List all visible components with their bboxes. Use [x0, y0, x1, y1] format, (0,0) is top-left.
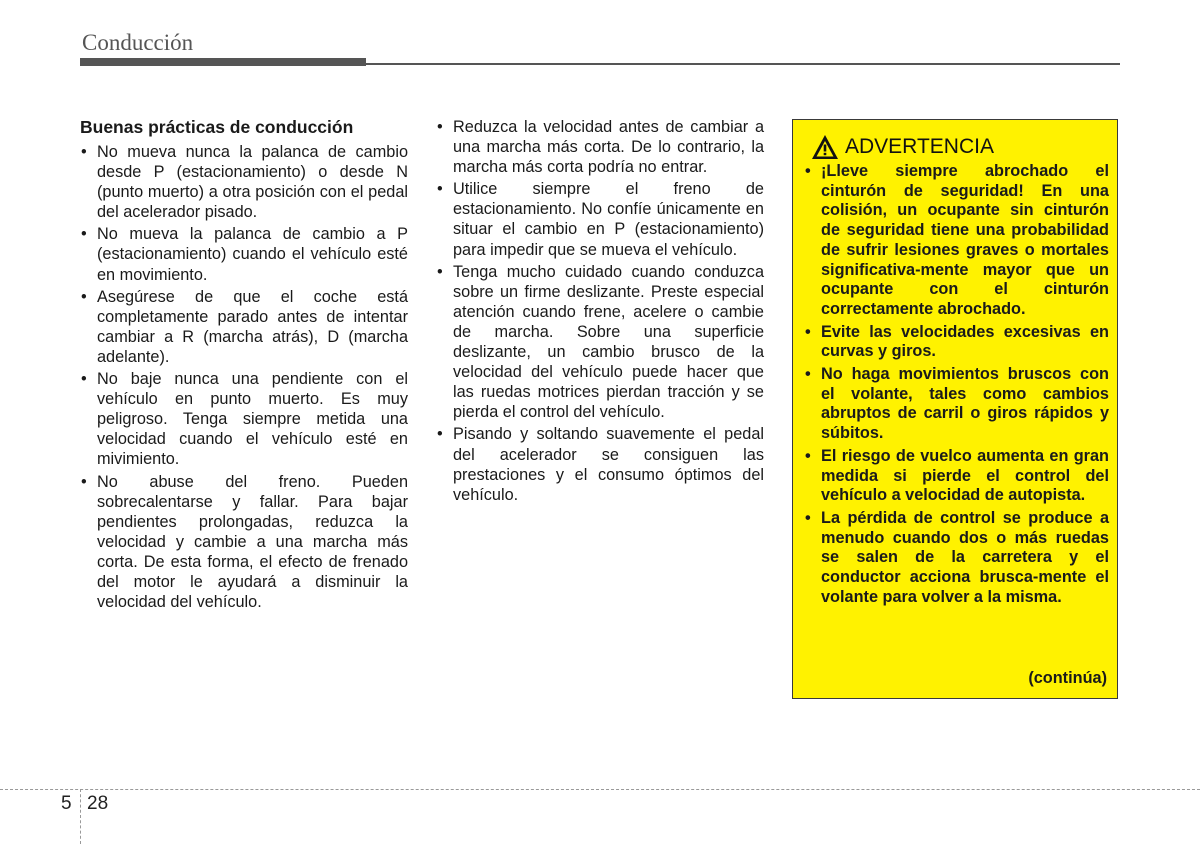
bullet: • [805, 322, 811, 341]
bullet: • [805, 365, 811, 384]
left-column [80, 116, 408, 614]
page-header-title: Conducción [82, 30, 194, 55]
good-practices-list [80, 142, 408, 612]
warning-box [792, 119, 1118, 699]
warning-list [805, 162, 1109, 610]
bullet: • [805, 446, 811, 465]
bullet: • [437, 425, 443, 444]
bullet: • [81, 370, 87, 389]
good-practices-list-continued [436, 117, 764, 505]
bullet: • [805, 162, 811, 180]
bullet: • [805, 508, 811, 527]
list-item: • Tenga mucho cuidado cuando conduzca sobre un firme deslizante. Preste especial atención cuando frene, acelere o cambie de marcha. Sobre una superficie deslizante, un cambio brusco de la velocidad del vehículo puede hacer que las ruedas motrices pierdan tracción y se pierda el control del vehículo. [437, 262, 764, 422]
list-item: • No baje nunca una pendiente con el vehículo en punto muerto. Es muy peligroso. Tenga siempre metida una velocidad cuando el vehículo esté en mivimiento. [81, 370, 408, 469]
chapter-number: 5 [61, 793, 72, 814]
page-number: 28 [87, 793, 109, 814]
list-item: • Utilice siempre el freno de estacionamiento. No confíe únicamente en situar el cambio en P (estacionamiento) para impedir que se mueva el vehículo. [437, 180, 764, 259]
header-rule-thin [366, 63, 1120, 65]
warning-item: • ¡Lleve siempre abrochado el cinturón de seguridad! En una colisión, un ocupante sin cinturón de seguridad tiene una probabilidad de sufrir lesiones graves o mortales significativa-mente mayor que un ocupante con el cinturón correctamente abrochado. [805, 162, 1109, 318]
list-item: • No abuse del freno. Pueden sobrecalentarse y fallar. Para bajar pendientes prolongadas, reduzca la velocidad y cambie a una marcha más corta. De esta forma, el efecto de frenado del motor le ayudará a disminuir la velocidad del vehículo. [81, 472, 408, 612]
section-title: Buenas prácticas de conducción [80, 117, 354, 137]
bullet: • [437, 180, 443, 199]
warning-title: ADVERTENCIA [845, 135, 994, 158]
continues-label: (continúa) [1028, 669, 1107, 687]
warning-header [811, 134, 994, 160]
list-item: • No mueva nunca la palanca de cambio desde P (estacionamiento) o desde N (punto muerto) a otra posición con el pedal del acelerador pisado. [81, 143, 408, 222]
warning-item: • El riesgo de vuelco aumenta en gran medida si pierde el control del vehículo a velocidad de autopista. [805, 446, 1109, 505]
footer-divider [0, 789, 1200, 790]
header-rule-thick [80, 58, 366, 66]
warning-item: • No haga movimientos bruscos con el volante, tales como cambios abruptos de carril o giros rápidos y súbitos. [805, 365, 1109, 443]
bullet: • [437, 262, 443, 281]
list-item: • Pisando y soltando suavemente el pedal del acelerador se consiguen las prestaciones y el consumo óptimos del vehículo. [437, 425, 764, 504]
warning-triangle-icon [811, 134, 839, 160]
list-item: • Reduzca la velocidad antes de cambiar a una marcha más corta. De lo contrario, la marcha más corta podría no entrar. [437, 118, 764, 177]
warning-item: • La pérdida de control se produce a menudo cuando dos o más ruedas se salen de la carretera y el conductor acciona brusca-mente el volante para volver a la misma. [805, 508, 1109, 606]
bullet: • [81, 472, 87, 491]
bullet: • [81, 143, 87, 161]
list-item: • Asegúrese de que el coche está completamente parado antes de intentar cambiar a R (marcha atrás), D (marcha adelante). [81, 287, 408, 366]
warning-item: • Evite las velocidades excesivas en curvas y giros. [805, 322, 1109, 361]
bullet: • [81, 225, 87, 244]
middle-column [436, 117, 764, 507]
list-item: • No mueva la palanca de cambio a P (estacionamiento) cuando el vehículo esté en movimiento. [81, 225, 408, 284]
footer-vertical-divider [80, 789, 81, 844]
bullet: • [437, 118, 443, 136]
bullet: • [81, 287, 87, 306]
